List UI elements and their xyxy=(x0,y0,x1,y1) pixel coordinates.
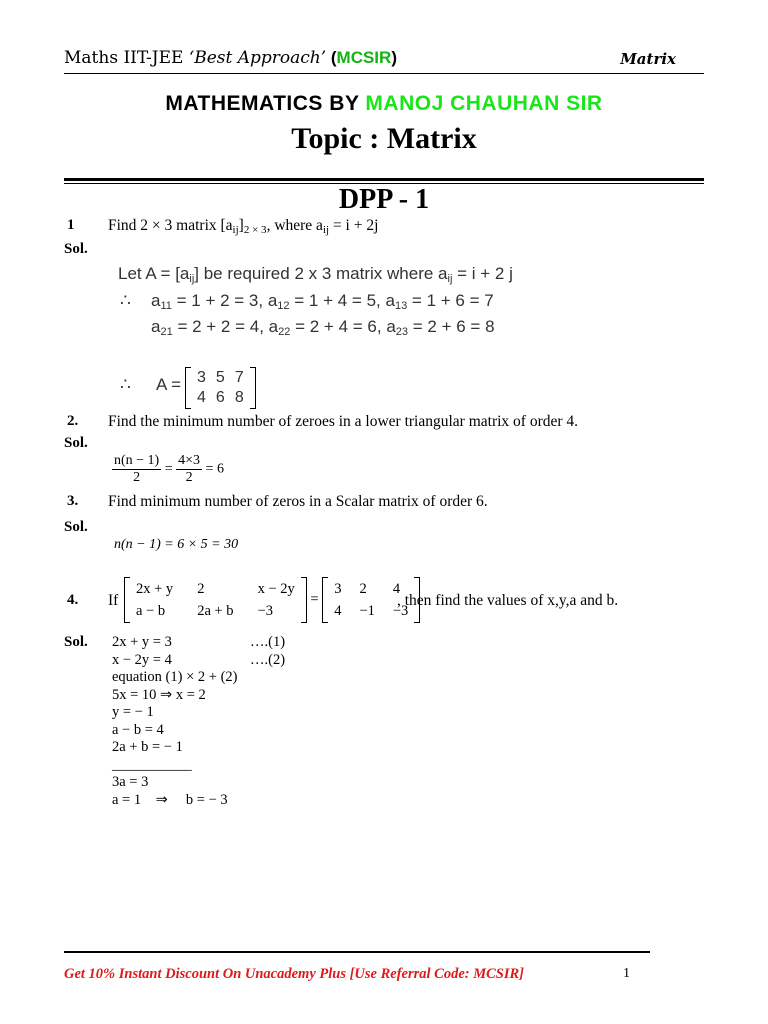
header-quote: ‘Best Approach’ xyxy=(188,48,327,68)
q4-lhs-matrix: 2x + y 2 x − 2y a − b 2a + b −3 xyxy=(124,577,307,623)
banner-author: MANOJ CHAUHAN SIR xyxy=(365,92,603,115)
q4-sol-label: Sol. xyxy=(64,634,88,650)
header-rule xyxy=(64,73,704,74)
q4-sol-line: x − 2y = 4 ….(2) xyxy=(112,651,286,668)
q4-number: 4. xyxy=(67,592,79,608)
page-number: 1 xyxy=(623,966,630,981)
q2-text: Find the minimum number of zeroes in a lower triangular matrix of order 4. xyxy=(108,413,579,430)
q1-sol-line1: Let $A = [a_{ij}]$ be required 2 x 3 matrix where $a_{ij} = i + 2$ j xyxy=(118,264,513,285)
header-open: ( xyxy=(326,48,337,67)
therefore-symbol: ∴ xyxy=(120,291,131,310)
matrix-a-label: A = xyxy=(156,375,182,394)
q1-number: 1 xyxy=(67,217,75,233)
q4-sol-line: ___________ xyxy=(112,756,192,773)
q4-matrix-equation: 2x + y 2 x − 2y a − b 2a + b −3 = 3 2 4 4 −1 −3 xyxy=(124,577,420,623)
title-rule-thick xyxy=(64,178,704,181)
q4-sol-line: a = 1 ⇒ b = − 3 xyxy=(112,791,228,808)
matrix-a: 3 5 7 4 6 8 xyxy=(185,366,256,410)
q4-sol-line: a − b = 4 xyxy=(112,721,164,738)
q4-sol-line: 5x = 10 ⇒ x = 2 xyxy=(112,686,206,703)
dpp-heading: DPP - 1 xyxy=(338,184,430,215)
banner xyxy=(0,92,768,116)
q3-solution: n(n − 1) = 6 × 5 = 30 xyxy=(114,537,239,552)
q2-number: 2. xyxy=(67,413,79,429)
q1-text: Find 2 × 3 matrix $[a_{ij}]_{2 \times 3}$, where $a_{ij} = i + 2j$ xyxy=(108,217,379,236)
q4-if: If xyxy=(108,592,119,609)
header-code: MCSIR xyxy=(336,48,392,67)
q4-sol-line: 3a = 3 xyxy=(112,774,149,790)
q4-sol-line: 2a + b = − 1 xyxy=(112,739,183,755)
q2-sol-label: Sol. xyxy=(64,435,88,451)
q4-solution xyxy=(112,634,412,809)
q1-sol-label: Sol. xyxy=(64,241,88,257)
q3-sol-label: Sol. xyxy=(64,519,88,535)
running-header xyxy=(64,48,397,68)
footer-promo: Get 10% Instant Discount On Unacademy Plus [Use Referral Code: MCSIR] xyxy=(64,966,524,982)
q4-sol-line: 2x + y = 3 ….(1) xyxy=(112,634,286,650)
q1-sol-row2: $a_{21} = 2 + 2 = 4$, $a_{22} = 2 + 4 = 6$, $a_{23} = 2 + 6 = 8$ xyxy=(151,317,495,338)
q4-rhs-matrix: 3 2 4 4 −1 −3 xyxy=(322,577,420,623)
header-chapter: Matrix xyxy=(620,50,676,68)
q2-solution: $\frac{n(n - 1)}{2}$ = $\frac{4\times 3}{2}$ = 6 xyxy=(114,453,224,485)
q4-sol-line: equation (1) × 2 + (2) xyxy=(112,669,238,685)
q3-number: 3. xyxy=(67,493,79,509)
q3-text: Find minimum number of zeros in a Scalar matrix of order 6. xyxy=(108,493,488,510)
footer-rule xyxy=(64,951,650,953)
banner-part1: MATHEMATICS BY xyxy=(165,92,366,115)
q1-sol-row1: $a_{11} = 1 + 2 = 3$, $a_{12} = 1 + 4 = 5$, $a_{13} = 1 + 6 = 7$ xyxy=(151,291,494,312)
q4-text: , then find the values of x,y,a and b. xyxy=(397,592,619,609)
q4-sol-line: y = − 1 xyxy=(112,704,154,720)
page-title: Topic : Matrix xyxy=(291,122,477,155)
therefore-symbol: ∴ xyxy=(120,375,131,394)
header-close: ) xyxy=(391,48,397,67)
header-prefix: Maths IIT-JEE xyxy=(64,48,189,68)
